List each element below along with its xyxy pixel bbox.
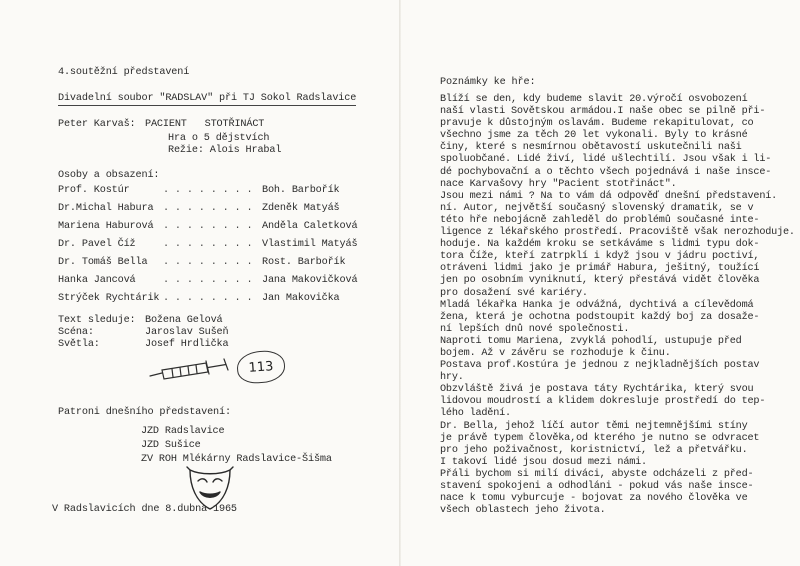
notes-line: naší vlasti Sovětskou armádou.I naše obec se pilně při-: [440, 106, 766, 118]
stamp-number: 113: [236, 349, 286, 384]
notes-line: Obzvláště živá je postava táty Rychtárika, který svou: [440, 384, 754, 396]
cast-role: Dr. Tomáš Bella: [58, 257, 148, 268]
notes-line: otráveni lidmi jako je primář Habura, ješitný, toužící: [440, 263, 760, 275]
cast-leader-dots: . . . . . . . .: [163, 257, 253, 268]
notes-line: nace k tomu vyburcuje - bojovat za nového člověka ve: [440, 493, 748, 505]
play-description: Hra o 5 dějstvích: [168, 133, 270, 144]
cast-actor: Jana Makovičková: [262, 275, 358, 286]
cast-actor: Anděla Caletková: [262, 221, 358, 232]
notes-line: ligence z lékařského prostředí. Pracoviště však nerozhoduje.: [440, 227, 795, 239]
crew-label: Text sleduje:: [58, 315, 136, 326]
cast-leader-dots: . . . . . . . .: [163, 293, 253, 304]
patron-item: JZD Sušice: [141, 440, 201, 451]
crew-name: Josef Hrdlička: [145, 339, 229, 350]
cast-actor: Rost. Barbořík: [262, 257, 346, 268]
syringe-drawing-icon: [148, 358, 234, 386]
cast-actor: Zdeněk Matyáš: [262, 203, 340, 214]
notes-line: lého ladění.: [440, 408, 511, 420]
cast-leader-dots: . . . . . . . .: [163, 221, 253, 232]
crew-label: Světla:: [58, 339, 100, 350]
cast-actor: Jan Makovička: [262, 293, 340, 304]
notes-body: [440, 94, 795, 517]
cast-role: Prof. Kostúr: [58, 185, 130, 196]
notes-line: Dr. Bella, jehož líčí autor těmi nejtemnějšími stíny: [440, 420, 748, 432]
notes-line: Naproti tomu Mariena, zvyklá pohodlí, ustupuje před: [440, 335, 742, 347]
patron-item: ZV ROH Mlékárny Radslavice-Šišma: [141, 454, 332, 465]
cast-leader-dots: . . . . . . . .: [163, 185, 253, 196]
notes-line: I takoví lidé jsou dosud mezi námi.: [440, 456, 647, 468]
page-fold: [399, 0, 401, 566]
cast-role: Strýček Rychtárik: [58, 293, 160, 304]
notes-line: Mladá lékařka Hanka je odvážná, dychtivá a cílevědomá: [440, 299, 754, 311]
crew-name: Božena Gelová: [145, 315, 223, 326]
notes-line: Jsou mezi námi ? Na to vám dá odpověď dnešní představení.: [440, 190, 778, 202]
notes-line: stavení spokojeni a odhodláni - pokud vás naše insce-: [440, 481, 754, 492]
play-title: PACIENT STOTŘINÁCT: [145, 119, 265, 130]
cast-role: Hanka Jancová: [58, 275, 136, 286]
cast-role: Dr.Michal Habura: [58, 203, 154, 214]
notes-line: nace Karvašovy hry "Pacient stotřináct".: [440, 178, 677, 190]
patron-item: JZD Radslavice: [141, 426, 225, 437]
crew-name: Jaroslav Sušeň: [145, 327, 229, 338]
notes-line: jen po osobním vyniknutí, který přestává vidět člověka: [440, 275, 760, 287]
patrons-heading: Patroni dnešního představení:: [58, 407, 231, 418]
author-name: Peter Karvaš:: [58, 119, 136, 130]
notes-line: Postava prof.Kostúra je jednou z nejkladnějších postav: [440, 360, 760, 372]
notes-line: je právě typem člověka,od kterého je nutno se odvracet: [440, 432, 760, 444]
notes-line: všech oblastech jeho života.: [440, 505, 606, 517]
notes-line: bojem. Až v závěru se rozhoduje k činu.: [440, 347, 671, 359]
performance-header: 4.soutěžní představení: [58, 67, 190, 78]
director-line: Režie: Alois Hrabal: [168, 145, 282, 156]
cast-leader-dots: . . . . . . . .: [163, 203, 253, 214]
notes-line: činy, které s nesmírnou obětavostí uskutečnili naši: [440, 142, 742, 154]
cast-actor: Vlastimil Matyáš: [262, 239, 358, 250]
notes-heading: Poznámky ke hře:: [440, 77, 536, 88]
notes-line: Blíží se den, kdy budeme slavit 20.výročí osvobození: [440, 94, 748, 105]
notes-line: hoduje. Na každém kroku se setkáváme s lidmi typu dok-: [440, 239, 760, 251]
footer-date: V Radslavicích dne 8.dubna 1965: [52, 504, 237, 515]
cast-leader-dots: . . . . . . . .: [163, 275, 253, 286]
cast-role: Mariena Haburová: [58, 221, 154, 232]
ensemble-line: Divadelní soubor "RADSLAV" při TJ Sokol Radslavice: [58, 93, 357, 104]
notes-line: spoluobčané. Lidé živí, lidé ušlechtilí. Jsou však i li-: [440, 154, 772, 166]
notes-line: žena, která je ochotna podstoupit každý boj za dosaže-: [440, 311, 760, 323]
cast-actor: Boh. Barbořík: [262, 185, 340, 196]
cast-heading: Osoby a obsazení:: [58, 170, 160, 181]
notes-line: pravuje k důstojným oslavám. Budeme rekapitulovat, co: [440, 118, 754, 130]
notes-line: hry.: [440, 372, 464, 384]
notes-line: pro dosažení své kariéry.: [440, 287, 588, 299]
notes-line: všechno jsme za těch 20 let vykonali. Byly to krásné: [440, 130, 748, 142]
notes-line: Přáli bychom si milí diváci, abyste odcházeli z před-: [440, 468, 754, 480]
notes-line: dé pochybovační a o těchto všech pojednává i naše insce-: [440, 166, 772, 178]
crew-label: Scéna:: [58, 327, 94, 338]
notes-line: lidovou moudrostí a klidem dokresluje prostředí do tep-: [440, 396, 766, 408]
notes-line: ní. Autor, největší současný slovenský dramatik, se v: [440, 202, 754, 214]
cast-leader-dots: . . . . . . . .: [163, 239, 253, 250]
notes-line: této hře nebojácně zahleděl do problémů současné inte-: [440, 214, 760, 226]
cast-role: Dr. Pavel Číž: [58, 239, 136, 250]
notes-line: tora Číže, kteří zatrpklí i když jsou v jádru poctiví,: [440, 251, 760, 263]
notes-line: ní lepších dnů nové společnosti.: [440, 323, 630, 335]
notes-line: pro jeho poživačnost, koristnictví, lež a přetvářku.: [440, 444, 748, 456]
